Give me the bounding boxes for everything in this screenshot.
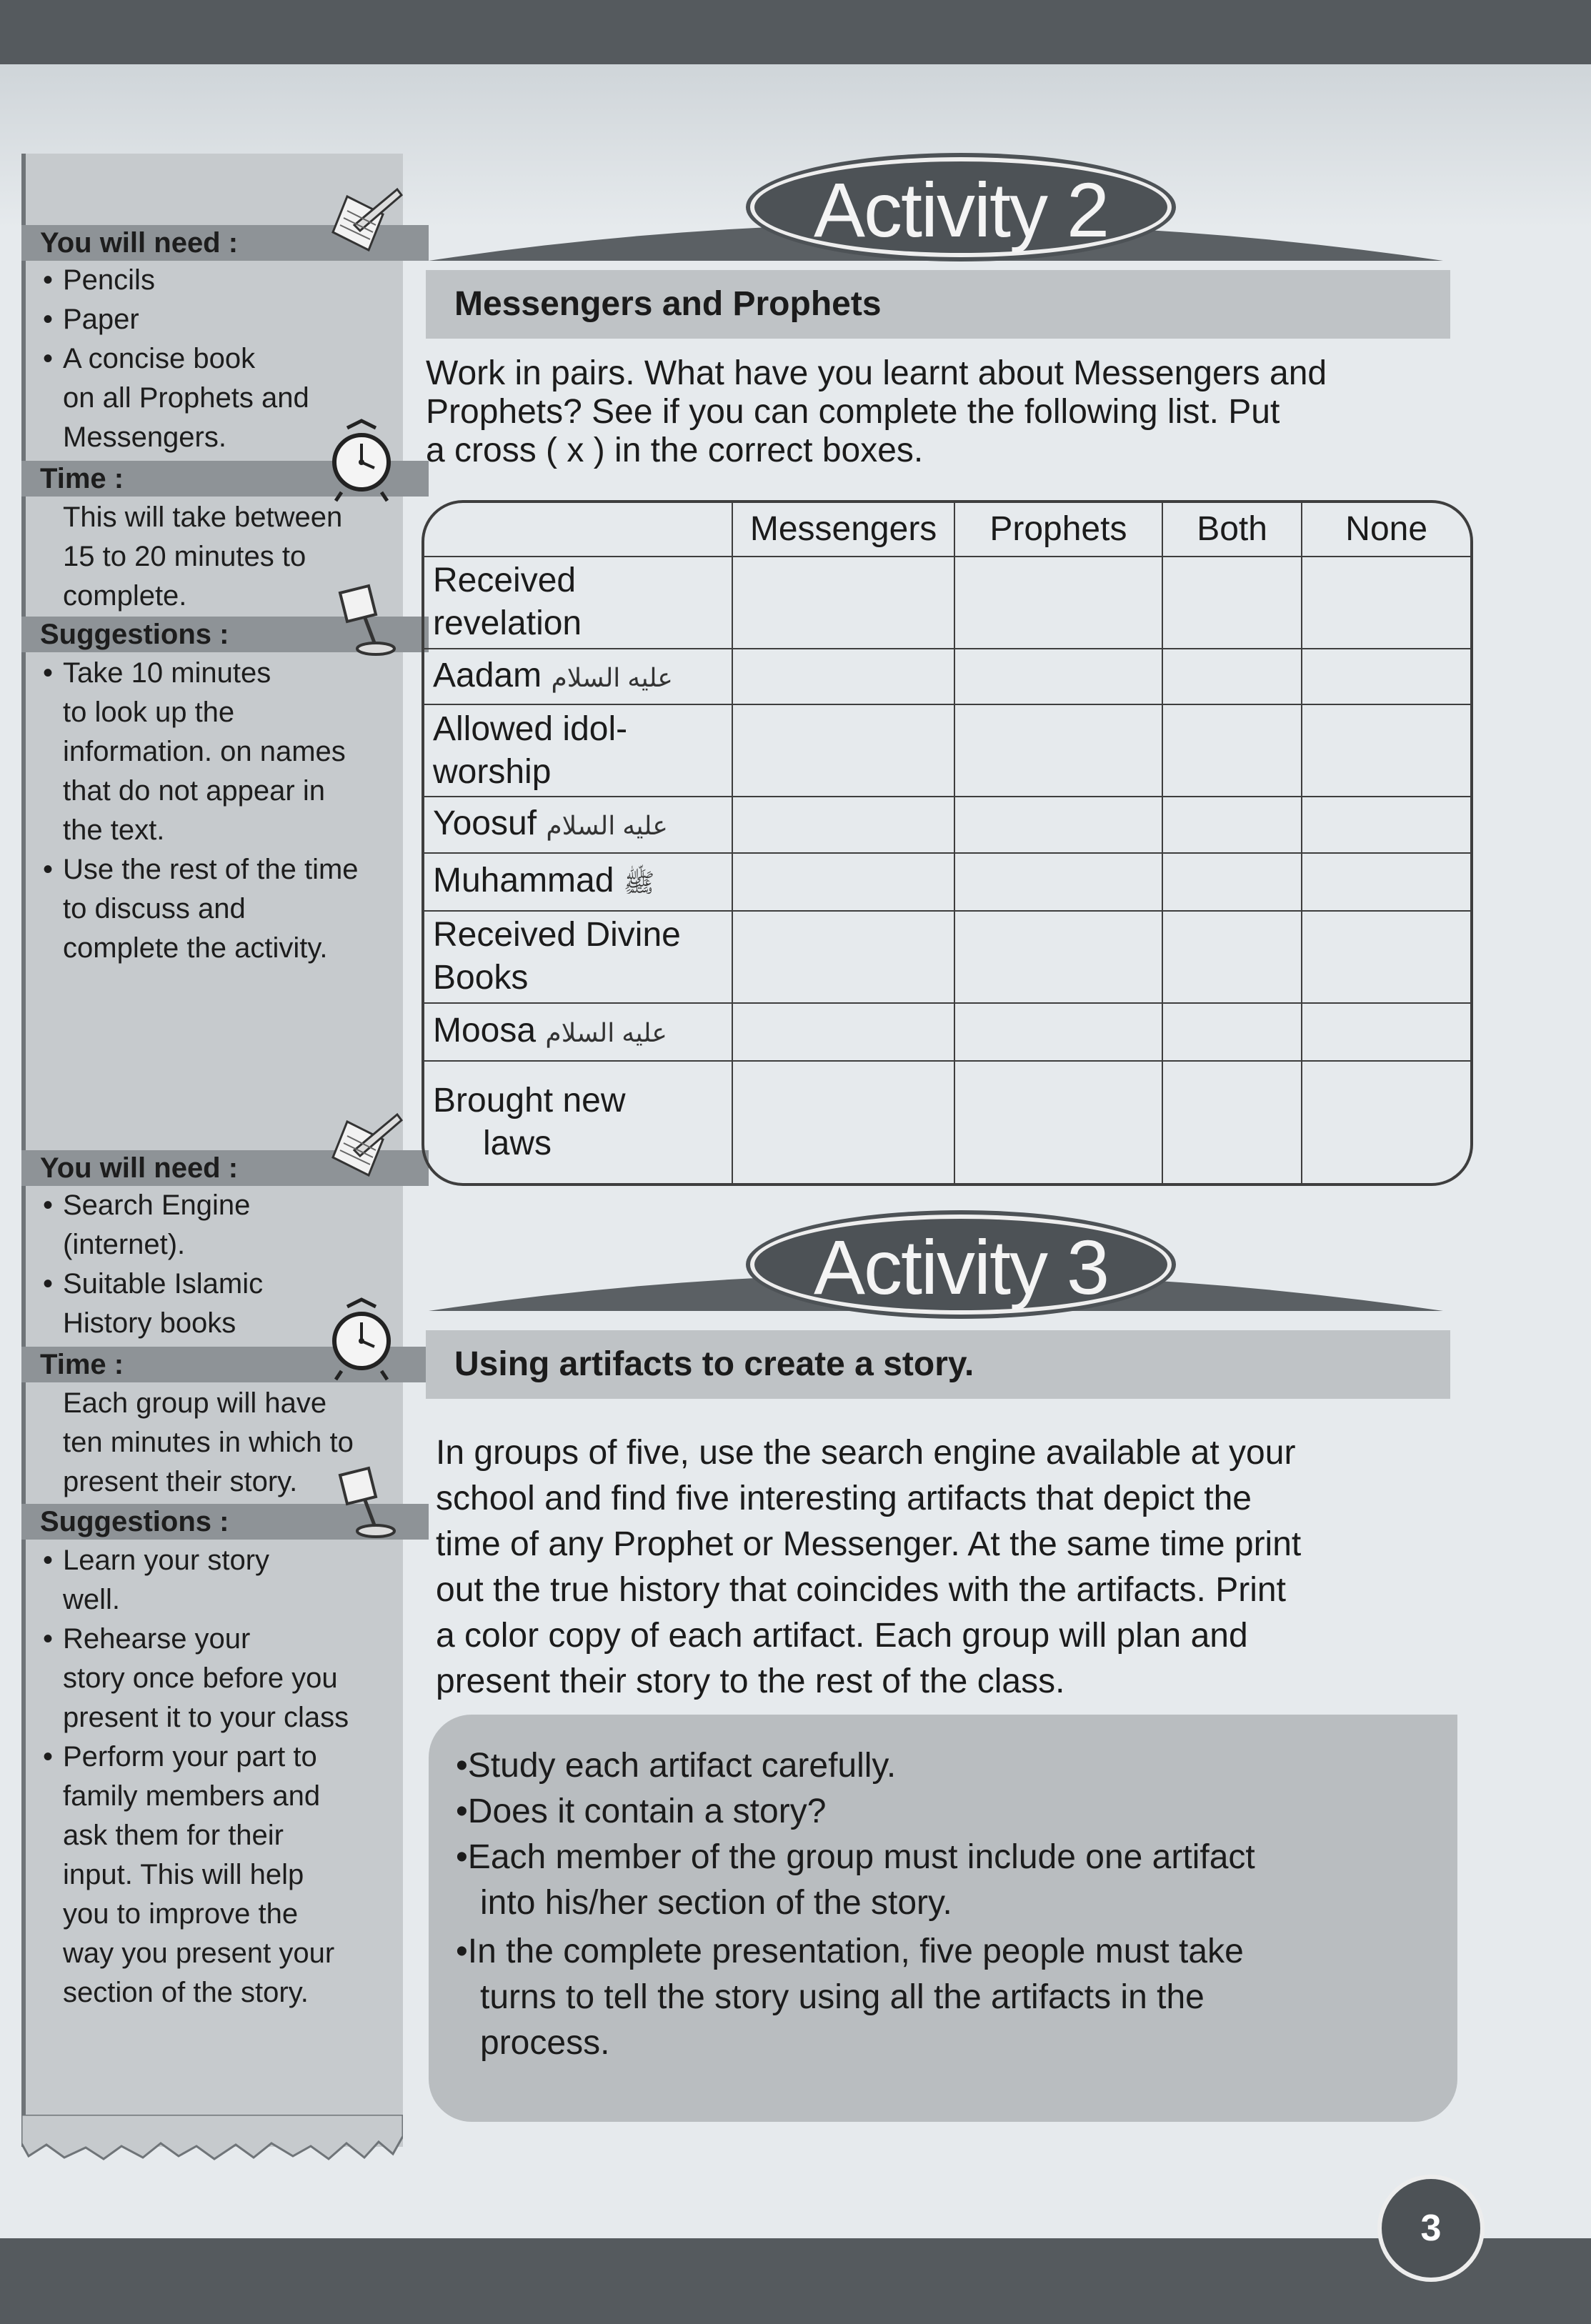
row-label-line: Received Divine xyxy=(433,916,681,954)
table-row xyxy=(424,1003,1470,1061)
checkbox-cell[interactable] xyxy=(1302,853,1470,911)
time-heading-2: Time : xyxy=(21,1347,429,1382)
checkbox-cell[interactable] xyxy=(732,853,954,911)
row-label-line: laws xyxy=(483,1124,552,1162)
checkbox-cell[interactable] xyxy=(1302,1003,1470,1061)
row-label-line: revelation xyxy=(433,604,582,643)
alarm-clock-icon xyxy=(326,418,397,504)
sidebar xyxy=(21,154,403,2147)
need-item-cont: on all Prophets and xyxy=(63,382,309,414)
activity3-badge: Activity 3 xyxy=(750,1215,1172,1315)
row-label xyxy=(424,1061,732,1183)
tip-line: •Does it contain a story? xyxy=(456,1792,827,1830)
row-label-line: Received xyxy=(433,562,577,600)
activity3-title: Using artifacts to create a story. xyxy=(426,1330,1450,1399)
table-row xyxy=(424,704,1470,797)
checkbox-cell[interactable] xyxy=(954,1061,1162,1183)
suggestion-line: way you present your xyxy=(63,1938,335,1969)
time-line: This will take between xyxy=(63,502,343,533)
activity3-instructions xyxy=(436,1430,1301,1705)
desk-lamp-icon xyxy=(326,1461,404,1540)
row-label xyxy=(424,911,732,1003)
checkbox-cell[interactable] xyxy=(1302,1061,1470,1183)
torn-paper-edge xyxy=(21,2115,403,2165)
checkbox-cell[interactable] xyxy=(954,1003,1162,1061)
tip-line: turns to tell the story using all the artifacts in the xyxy=(480,1978,1205,2016)
row-label-line: Books xyxy=(433,959,529,997)
table-row xyxy=(424,911,1470,1003)
need-item-cont: (internet). xyxy=(63,1229,186,1260)
time-heading-1: Time : xyxy=(21,461,429,497)
suggestion-line: • Perform your part to xyxy=(63,1737,420,1777)
instruction-line: a color copy of each artifact. Each group will plan and xyxy=(436,1617,1248,1655)
need-item: • Pencils xyxy=(63,261,420,300)
suggestion-line: story once before you xyxy=(63,1662,338,1694)
pencil-paper-icon xyxy=(326,1107,404,1186)
need-item: • Paper xyxy=(63,300,420,339)
checkbox-cell[interactable] xyxy=(1162,557,1302,649)
need-item: • Suitable Islamic xyxy=(63,1265,420,1304)
desk-lamp-icon xyxy=(326,579,404,657)
checkbox-cell[interactable] xyxy=(954,911,1162,1003)
row-label-line: Moosa xyxy=(433,1011,537,1049)
row-label xyxy=(424,797,732,853)
table-row xyxy=(424,1061,1470,1183)
activity2-badge: Activity 2 xyxy=(750,157,1172,257)
suggestions-heading-2: Suggestions : xyxy=(21,1504,429,1540)
suggestion-line: present it to your class xyxy=(63,1702,349,1733)
instruction-line: Work in pairs. What have you learnt about Messengers and xyxy=(426,354,1327,392)
suggestion-line: well. xyxy=(63,1584,121,1615)
instruction-line: a cross ( x ) in the correct boxes. xyxy=(426,432,924,469)
suggestion-line: ask them for their xyxy=(63,1820,284,1851)
suggestion-line: complete the activity. xyxy=(63,932,328,964)
tip-line: •Each member of the group must include one artifact xyxy=(456,1838,1255,1876)
instruction-line: school and find five interesting artifacts that depict the xyxy=(436,1480,1252,1517)
tip-line: into his/her section of the story. xyxy=(480,1884,952,1922)
suggestion-line: the text. xyxy=(63,814,165,846)
suggestion-line: section of the story. xyxy=(63,1977,309,2008)
row-label-line: Allowed idol- xyxy=(433,709,628,748)
need-item-cont: Messengers. xyxy=(63,422,226,453)
suggestion-line: • Use the rest of the time xyxy=(63,850,420,889)
row-label-line: Yoosuf xyxy=(433,804,537,843)
time-line: Each group will have xyxy=(63,1387,327,1419)
checkbox-cell[interactable] xyxy=(732,1003,954,1061)
table-header-prophets: Prophets xyxy=(954,503,1162,557)
instruction-line: In groups of five, use the search engine available at your xyxy=(436,1434,1296,1472)
time-line: ten minutes in which to xyxy=(63,1427,354,1458)
tips-box xyxy=(429,1715,1457,2122)
need-heading-1: You will need : xyxy=(21,225,429,261)
checkbox-cell[interactable] xyxy=(732,1061,954,1183)
activity2-title: Messengers and Prophets xyxy=(426,270,1450,339)
table-row xyxy=(424,557,1470,649)
time-line: 15 to 20 minutes to xyxy=(63,541,306,572)
tip-line: process. xyxy=(480,2024,610,2062)
prophets-table xyxy=(422,500,1473,1186)
row-label xyxy=(424,704,732,797)
suggestion-line: to discuss and xyxy=(63,893,246,924)
time-line: complete. xyxy=(63,580,187,612)
suggestion-line: to look up the xyxy=(63,697,235,728)
table-header-blank xyxy=(424,503,732,557)
honorific-glyph: عليه السلام xyxy=(551,662,673,692)
instruction-line: present their story to the rest of the class. xyxy=(436,1662,1065,1700)
row-label-line: worship xyxy=(433,752,552,791)
checkbox-cell[interactable] xyxy=(954,557,1162,649)
checkbox-cell[interactable] xyxy=(1302,797,1470,853)
row-label xyxy=(424,557,732,649)
instruction-line: out the true history that coincides with the artifacts. Print xyxy=(436,1571,1286,1609)
row-label xyxy=(424,853,732,911)
need-item-cont: History books xyxy=(63,1307,236,1339)
suggestion-line: you to improve the xyxy=(63,1898,299,1930)
checkbox-cell[interactable] xyxy=(1302,704,1470,797)
checkbox-cell[interactable] xyxy=(954,704,1162,797)
need-item: • Search Engine xyxy=(63,1186,420,1225)
table-header-both: Both xyxy=(1162,503,1302,557)
suggestion-line: information. on names xyxy=(63,736,346,767)
checkbox-cell[interactable] xyxy=(1162,1003,1302,1061)
suggestions-list-1 xyxy=(63,654,420,968)
checkbox-cell[interactable] xyxy=(1162,853,1302,911)
instruction-line: time of any Prophet or Messenger. At the same time print xyxy=(436,1525,1302,1563)
table-row xyxy=(424,853,1470,911)
suggestion-line: • Rehearse your xyxy=(63,1620,420,1659)
checkbox-cell[interactable] xyxy=(954,797,1162,853)
checkbox-cell[interactable] xyxy=(1302,557,1470,649)
bottom-bar xyxy=(0,2238,1591,2324)
suggestion-line: • Learn your story xyxy=(63,1541,420,1580)
checkbox-cell[interactable] xyxy=(954,649,1162,705)
honorific-glyph: ﷺ xyxy=(623,867,655,897)
activity2-instructions xyxy=(426,354,1327,470)
row-label xyxy=(424,649,732,705)
checkbox-cell[interactable] xyxy=(732,911,954,1003)
top-bar xyxy=(0,0,1591,64)
checkbox-cell[interactable] xyxy=(1162,704,1302,797)
suggestion-line: that do not appear in xyxy=(63,775,325,807)
suggestions-list-2 xyxy=(63,1541,420,2013)
checkbox-cell[interactable] xyxy=(1162,797,1302,853)
table-header-messengers: Messengers xyxy=(732,503,954,557)
row-label-line: Muhammad xyxy=(433,861,614,899)
tip-line: •In the complete presentation, five people must take xyxy=(456,1932,1244,1970)
row-label-line: Aadam xyxy=(433,656,542,694)
page-number: 3 xyxy=(1377,2175,1485,2282)
checkbox-cell[interactable] xyxy=(1162,911,1302,1003)
suggestions-heading-1: Suggestions : xyxy=(21,617,429,652)
checkbox-cell[interactable] xyxy=(1302,649,1470,705)
checkbox-cell[interactable] xyxy=(954,853,1162,911)
checkbox-cell[interactable] xyxy=(732,704,954,797)
pencil-paper-icon xyxy=(326,182,404,261)
instruction-line: Prophets? See if you can complete the following list. Put xyxy=(426,393,1280,431)
table-row xyxy=(424,797,1470,853)
checkbox-cell[interactable] xyxy=(1302,911,1470,1003)
suggestion-line: input. This will help xyxy=(63,1859,304,1890)
row-label xyxy=(424,1003,732,1061)
honorific-glyph: عليه السلام xyxy=(545,1017,667,1047)
checkbox-cell[interactable] xyxy=(732,649,954,705)
table-row xyxy=(424,649,1470,705)
suggestion-line: • Take 10 minutes xyxy=(63,654,420,693)
need-item: • A concise book xyxy=(63,339,420,379)
honorific-glyph: عليه السلام xyxy=(546,811,668,841)
table-header-none: None xyxy=(1302,503,1470,557)
suggestion-line: family members and xyxy=(63,1780,321,1812)
time-line: present their story. xyxy=(63,1466,298,1497)
checkbox-cell[interactable] xyxy=(1162,1061,1302,1183)
tip-line: •Study each artifact carefully. xyxy=(456,1747,897,1785)
alarm-clock-icon xyxy=(326,1297,397,1382)
checkbox-cell[interactable] xyxy=(1162,649,1302,705)
checkbox-cell[interactable] xyxy=(732,557,954,649)
checkbox-cell[interactable] xyxy=(732,797,954,853)
row-label-line: Brought new xyxy=(433,1081,626,1119)
need-heading-2: You will need : xyxy=(21,1150,429,1186)
